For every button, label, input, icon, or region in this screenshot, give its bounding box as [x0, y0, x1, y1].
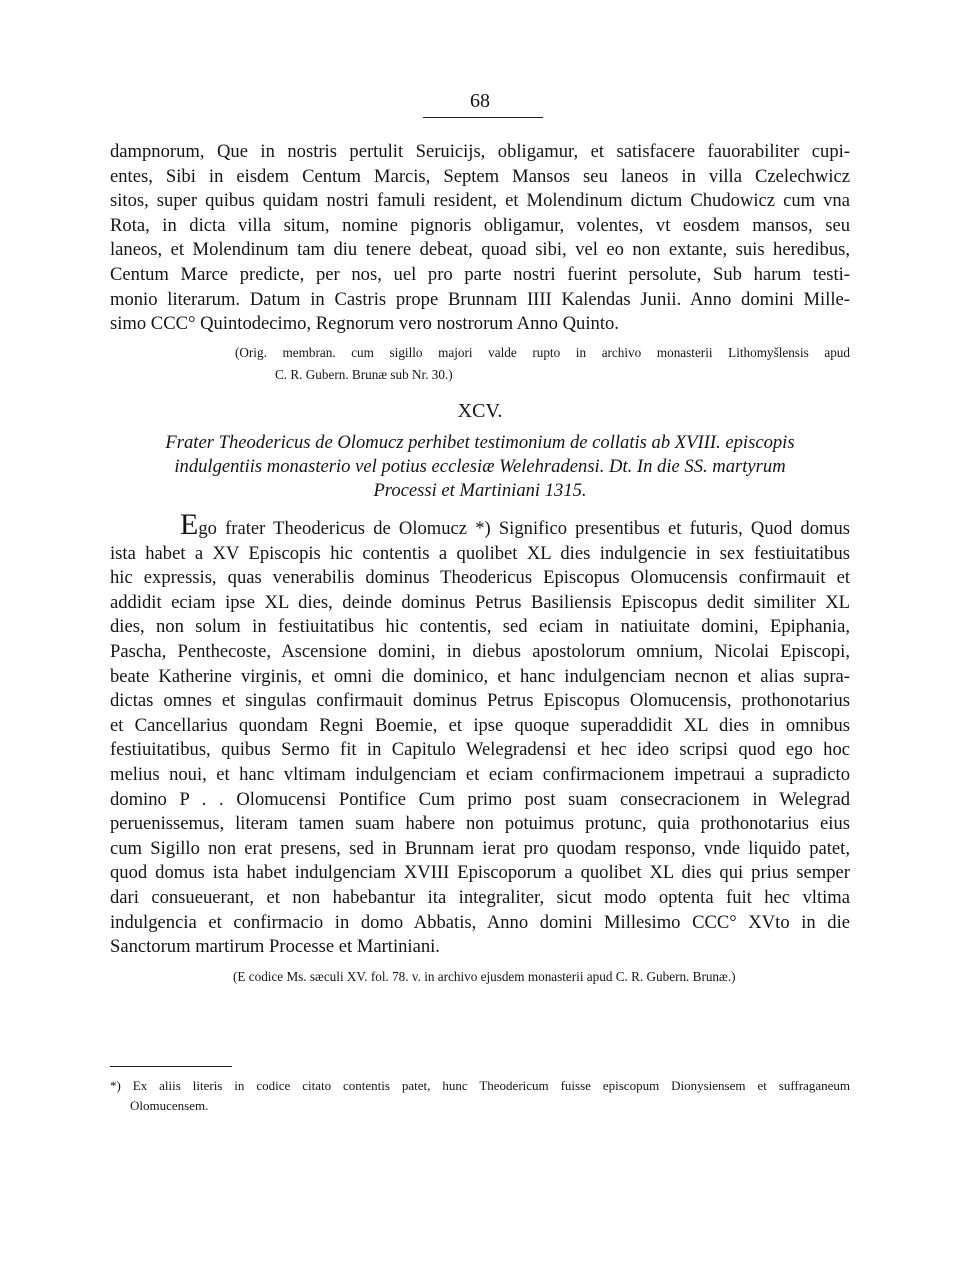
page-number: 68	[470, 90, 490, 112]
text-line: et Cancellarius quondam Regni Boemie, et ipse quoque superaddidit XL dies in omnibus	[110, 714, 850, 736]
text-line: addidit eciam ipse XL dies, deinde dominus Petrus Basiliensis Episcopus dedit similiter XL	[110, 591, 850, 613]
text-line: peruenissemus, literam tamen suam habere non potuimus protunc, quia prothonotarius eius	[110, 813, 850, 835]
text-line: festiuitatibus, quibus Sermo fit in Capitulo Welegradensi et hec ideo scripsi quod ego hoc	[110, 739, 850, 761]
text-line: laneos, et Molendinum tam diu tenere debeat, quoad sibi, vel eo non extante, suis heredibus,	[110, 239, 850, 261]
text-line: dampnorum, Que in nostris pertulit Seruicijs, obligamur, et satisfacere fauorabiliter cupi-	[110, 141, 850, 162]
paragraph-top	[110, 140, 850, 337]
text-line: Sanctorum martirum Processe et Martiniani.	[110, 936, 440, 958]
source-note-bottom	[233, 966, 848, 988]
footnote-rule	[110, 1066, 232, 1067]
text-line: ista habet a XV Episcopis hic contentis a quolibet XL dies indulgencie in sex festiuitatibus	[110, 542, 850, 564]
note-line: (E codice Ms. sæculi XV. fol. 78. v. in archivo ejusdem monasterii apud C. R. Gubern. Brunæ.)	[233, 969, 736, 984]
text-line: Rota, in dicta villa situm, nomine pignoris obligamur, volentes, vt eosdem mansos, seu	[110, 214, 850, 236]
footnote	[110, 1076, 850, 1116]
charter-number: XCV.	[457, 400, 503, 422]
text-line: go frater Theodericus de Olomucz *) Significo presentibus et futuris, Quod domus	[198, 518, 850, 539]
text-line: domino P . . Olomucensi Pontifice Cum primo post suam consecracionem in Welegrad	[110, 788, 850, 810]
text-line: Pascha, Penthecoste, Ascensione domini, in diebus apostolorum omnium, Nicolai Episcopi,	[110, 640, 850, 662]
text-line: sitos, super quibus quidam nostri famuli resident, et Molendinum dictum Chudowicz cum vna	[110, 190, 850, 212]
summary-line: indulgentiis monasterio vel potius ecclesiæ Welehradensi. Dt. In die SS. martyrum	[174, 456, 786, 477]
text-line: dictas omnes et singulas confirmauit dominus Petrus Episcopus Olomucensis, prothonotarius	[110, 690, 850, 712]
text-line: entes, Sibi in eisdem Centum Marcis, Septem Mansos seu laneos in villa Czelechwicz	[110, 165, 850, 187]
charter-body	[110, 508, 850, 960]
text-line: dies, non solum in festiuitatibus hic contentis, sed eciam in natiuitate domini, Epiphania,	[110, 616, 850, 638]
text-line: quod domus ista habet indulgenciam XVIII Episcoporum a quolibet XL dies qui prius semper	[110, 862, 850, 884]
footnote-line: Olomucensem.	[130, 1098, 209, 1113]
text-line: dari consueuerant, et non habebantur ita integraliter, sicut modo optenta fuit hec vltima	[110, 886, 850, 908]
page-number-rule	[423, 117, 543, 118]
note-line: C. R. Gubern. Brunæ sub Nr. 30.)	[275, 367, 453, 382]
note-line: (Orig. membran. cum sigillo majori valde rupto in archivo monasterii Lithomyšlensis apud	[235, 345, 850, 360]
source-note-top	[235, 342, 850, 386]
initial-letter: E	[180, 508, 199, 541]
text-line: monio literarum. Datum in Castris prope Brunnam IIII Kalendas Junii. Anno domini Mille-	[110, 288, 850, 310]
text-line: simo CCC° Quintodecimo, Regnorum vero nostrorum Anno Quinto.	[110, 313, 619, 335]
text-line-first	[110, 508, 850, 542]
text-line: cum Sigillo non erat presens, sed in Brunnam ierat pro quodam responso, vnde liquido patet,	[110, 837, 850, 859]
text-line: melius noui, et hanc vltimam indulgenciam et eciam confirmacionem impetraui a supradicto	[110, 763, 850, 785]
text-line: hic expressis, quas venerabilis dominus Theodericus Episcopus Olomucensis confirmauit et	[110, 567, 850, 589]
text-line: Centum Marce predicte, per nos, uel pro parte nostri fuerint persolute, Sub harum testi-	[110, 263, 850, 285]
charter-summary	[106, 431, 854, 503]
summary-line: Frater Theodericus de Olomucz perhibet testimonium de collatis ab XVIII. episcopis	[165, 432, 795, 453]
footnote-line: *) Ex aliis literis in codice citato contentis patet, hunc Theodericum fuisse episcopum Dionysiensem et suffraganeum	[110, 1078, 850, 1093]
text-line: indulgencia et confirmacio in domo Abbatis, Anno domini Millesimo CCC° XVto in die	[110, 911, 850, 933]
text-line: beate Katherine virginis, et omni die dominico, et hanc indulgenciam necnon et alias supra-	[110, 665, 850, 687]
summary-line: Processi et Martiniani 1315.	[373, 480, 587, 501]
